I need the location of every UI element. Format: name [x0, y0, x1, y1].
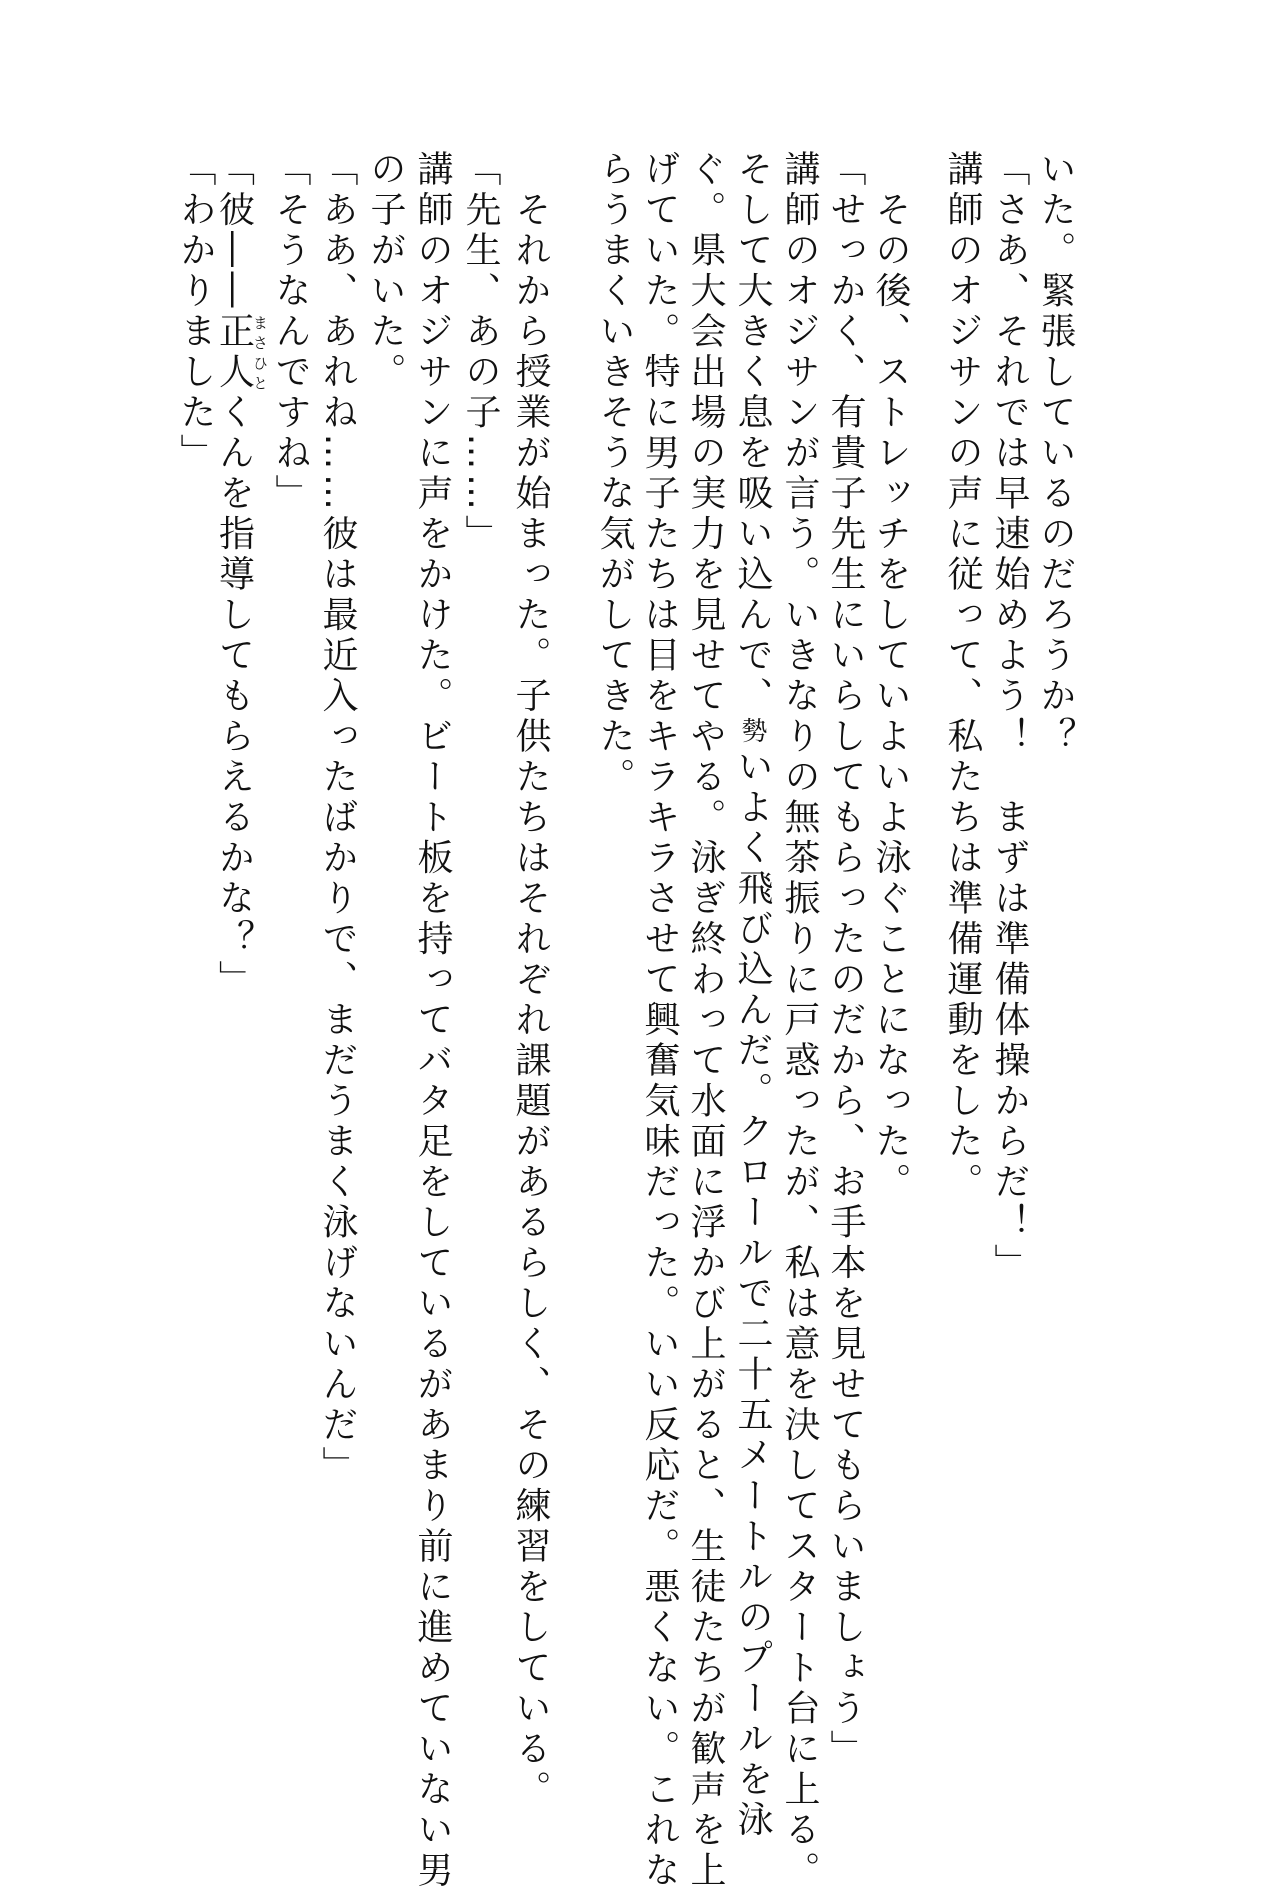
text-segment: 「彼――: [213, 150, 255, 312]
text-column: いた。緊張しているのだろうか？: [1035, 150, 1076, 758]
ruby-base: 正人: [213, 312, 255, 393]
text-column: 講師のオジサンの声に従って、私たちは準備運動をした。: [942, 150, 983, 1203]
text-column: その後、ストレッチをしていよいよ泳ぐことになった。: [870, 150, 911, 1203]
text-column: の子がいた。: [365, 150, 406, 393]
text-column: 「先生、あの子……」: [460, 150, 501, 555]
text-column: 「さあ、それでは早速始めよう！ まずは準備体操からだ！」: [989, 150, 1030, 1284]
ruby-reading: まさひと: [251, 312, 269, 393]
text-column: [729, 150, 775, 1841]
text-column: 「せっかく、有貴子先生にいらしてもらったのだから、お手本を見せてもらいましょう」: [825, 150, 866, 1770]
text-segment: そして大きく息を吸い込んで、: [732, 150, 773, 717]
text-column: ぐ。県大会出場の実力を見せてやる。泳ぎ終わって水面に浮かび上がると、生徒たちが歓声を上: [685, 150, 726, 1892]
text-column: 講師のオジサンに声をかけた。ビート板を持ってバタ足をしているがあまり前に進めていない男: [412, 150, 453, 1892]
text-column: 講師のオジサンが言う。いきなりの無茶振りに戸惑ったが、私は意を決してスタート台に上る。: [779, 150, 820, 1892]
text-column: 「そうなんですね」: [270, 150, 311, 515]
ruby-name: [213, 312, 269, 393]
text-column: [213, 150, 269, 1001]
text-column: それから授業が始まった。子供たちはそれぞれ課題があるらしく、その練習をしている。: [510, 150, 551, 1811]
text-column: らうまくいきそうな気がしてきた。: [594, 150, 635, 798]
text-segment: いよく飛び込んだ。クロールで二十五メートルのプールを泳: [732, 747, 773, 1841]
text-column: 「ああ、あれね……彼は最近入ったばかりで、まだうまく泳げないんだ」: [317, 150, 358, 1487]
text-column: 「わかりました」: [175, 150, 216, 474]
text-segment: くんを指導してもらえるかな？」: [213, 393, 255, 1001]
text-column: げていた。特に男子たちは目をキラキラさせて興奮気味だった。いい反応だ。悪くない。これな: [639, 150, 680, 1892]
small-character: 勢: [737, 717, 767, 748]
